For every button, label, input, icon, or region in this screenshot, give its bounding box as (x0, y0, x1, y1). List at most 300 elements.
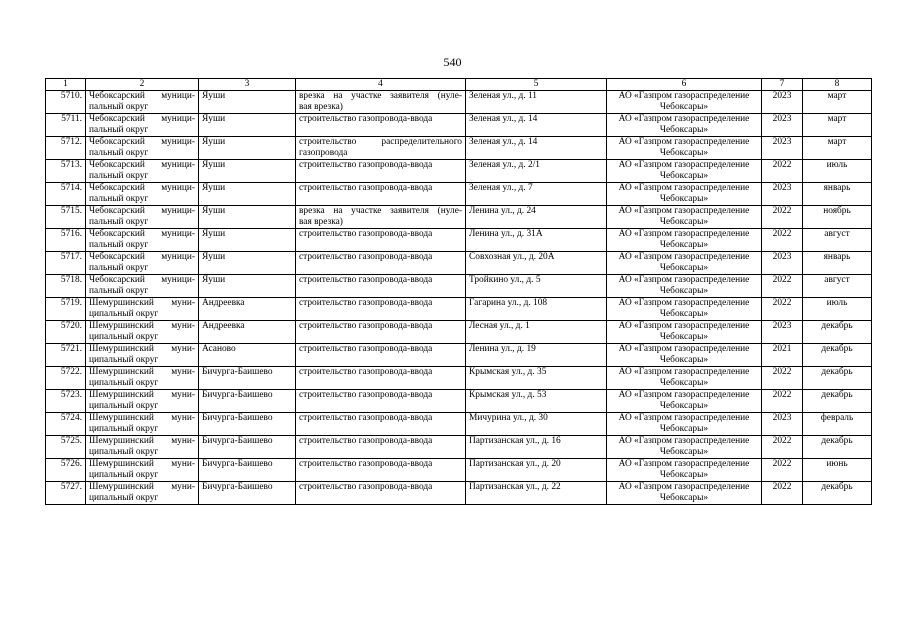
address-cell (466, 390, 607, 413)
operator-cell-line: АО «Газпром газораспределение (618, 114, 750, 124)
work-type-cell (296, 229, 466, 252)
district-cell (86, 229, 199, 252)
year-cell (762, 344, 803, 367)
district-cell-line: пальный округ (89, 148, 149, 158)
address-cell-text: Партизанская ул., д. 16 (469, 436, 561, 446)
row-number-cell-text: 5713. (60, 160, 82, 170)
year-cell-text: 2022 (772, 298, 792, 308)
operator-cell (607, 298, 762, 321)
work-type-cell (296, 160, 466, 183)
operator-cell-line: АО «Газпром газораспределение (618, 413, 750, 423)
district-cell (86, 321, 199, 344)
district-cell-line: Шемуршинский муни- (89, 459, 195, 469)
address-cell-text: Ленина ул., д. 19 (469, 344, 536, 354)
operator-cell-line: АО «Газпром газораспределение (618, 275, 750, 285)
operator-cell (607, 275, 762, 298)
district-cell-line: Чебоксарский муници- (89, 206, 195, 216)
row-number-cell-text: 5724. (60, 413, 82, 423)
address-cell (466, 298, 607, 321)
work-type-cell (296, 91, 466, 114)
row-number-cell (46, 183, 86, 206)
month-cell-text: декабрь (821, 321, 853, 331)
work-type-cell (296, 436, 466, 459)
address-cell-text: Ленина ул., д. 31А (469, 229, 543, 239)
settlement-cell-text: Бичурга-Баишево (202, 459, 273, 469)
operator-cell (607, 183, 762, 206)
row-number-cell-text: 5727. (60, 482, 82, 492)
year-cell-text: 2023 (772, 252, 792, 262)
work-type-cell (296, 413, 466, 436)
settlement-cell-text: Андреевка (202, 298, 245, 308)
address-cell-text: Крымская ул., д. 35 (469, 367, 547, 377)
year-cell (762, 206, 803, 229)
address-cell (466, 344, 607, 367)
settlement-cell-text: Андреевка (202, 321, 245, 331)
district-cell (86, 344, 199, 367)
work-type-cell (296, 298, 466, 321)
row-number-cell-text: 5712. (60, 137, 82, 147)
year-cell (762, 114, 803, 137)
settlement-cell-text: Яуши (202, 91, 226, 101)
district-cell-line: ципальный округ (89, 332, 159, 342)
row-number-cell (46, 344, 86, 367)
operator-cell-line: АО «Газпром газораспределение (618, 344, 750, 354)
operator-cell-line: Чебоксары» (659, 148, 709, 158)
operator-cell-line: АО «Газпром газораспределение (618, 482, 750, 492)
operator-cell (607, 390, 762, 413)
column-header: 3 (199, 79, 296, 91)
work-type-cell (296, 206, 466, 229)
settlement-cell (199, 390, 296, 413)
address-cell (466, 482, 607, 505)
row-number-cell (46, 229, 86, 252)
work-type-cell-line: врезка на участке заявителя (нуле- (299, 91, 462, 101)
month-cell (803, 321, 872, 344)
settlement-cell-text: Яуши (202, 160, 226, 170)
table-row (46, 252, 872, 275)
district-cell-line: Шемуршинский муни- (89, 367, 195, 377)
address-cell (466, 459, 607, 482)
operator-cell (607, 137, 762, 160)
row-number-cell-text: 5726. (60, 459, 82, 469)
work-type-cell-line: строительство газопровода-ввода (299, 344, 433, 354)
month-cell-text: март (827, 114, 847, 124)
work-type-cell-line: строительство газопровода-ввода (299, 436, 433, 446)
row-number-cell-text: 5722. (60, 367, 82, 377)
settlement-cell (199, 160, 296, 183)
year-cell-text: 2023 (772, 114, 792, 124)
operator-cell-line: Чебоксары» (659, 332, 709, 342)
row-number-cell (46, 459, 86, 482)
settlement-cell (199, 367, 296, 390)
month-cell (803, 436, 872, 459)
work-type-cell-line: строительство газопровода-ввода (299, 114, 433, 124)
district-cell-line: пальный округ (89, 240, 149, 250)
operator-cell-line: АО «Газпром газораспределение (618, 459, 750, 469)
row-number-cell-text: 5711. (61, 114, 82, 124)
work-type-cell-line: строительство газопровода-ввода (299, 183, 433, 193)
column-header: 7 (762, 79, 803, 91)
district-cell (86, 252, 199, 275)
district-cell-line: ципальный округ (89, 355, 159, 365)
address-cell-text: Гагарина ул., д. 108 (469, 298, 548, 308)
address-cell-text: Зеленая ул., д. 14 (469, 114, 538, 124)
district-cell-line: ципальный округ (89, 470, 159, 480)
year-cell (762, 413, 803, 436)
operator-cell (607, 252, 762, 275)
address-cell-text: Партизанская ул., д. 22 (469, 482, 561, 492)
operator-cell-line: Чебоксары» (659, 355, 709, 365)
address-cell (466, 367, 607, 390)
row-number-cell-text: 5718. (60, 275, 82, 285)
month-cell (803, 252, 872, 275)
row-number-cell (46, 298, 86, 321)
district-cell-line: Шемуршинский муни- (89, 390, 195, 400)
operator-cell (607, 321, 762, 344)
address-cell (466, 321, 607, 344)
work-type-cell (296, 367, 466, 390)
work-type-cell-line: строительство газопровода-ввода (299, 390, 433, 400)
operator-cell-line: АО «Газпром газораспределение (618, 160, 750, 170)
operator-cell-line: АО «Газпром газораспределение (618, 137, 750, 147)
column-header: 4 (296, 79, 466, 91)
operator-cell-line: Чебоксары» (659, 447, 709, 457)
row-number-cell-text: 5723. (60, 390, 82, 400)
district-cell (86, 206, 199, 229)
year-cell-text: 2022 (772, 275, 792, 285)
district-cell-line: пальный округ (89, 171, 149, 181)
operator-cell-line: Чебоксары» (659, 102, 709, 112)
address-cell (466, 206, 607, 229)
year-cell-text: 2022 (772, 367, 792, 377)
year-cell (762, 91, 803, 114)
year-cell-text: 2022 (772, 390, 792, 400)
month-cell (803, 413, 872, 436)
table-row (46, 344, 872, 367)
operator-cell-line: АО «Газпром газораспределение (618, 252, 750, 262)
table-row (46, 183, 872, 206)
work-type-cell-line: строительство газопровода-ввода (299, 275, 433, 285)
district-cell-line: Шемуршинский муни- (89, 344, 195, 354)
settlement-cell (199, 252, 296, 275)
operator-cell (607, 160, 762, 183)
row-number-cell-text: 5725. (60, 436, 82, 446)
address-cell (466, 275, 607, 298)
operator-cell-line: Чебоксары» (659, 194, 709, 204)
operator-cell-line: АО «Газпром газораспределение (618, 321, 750, 331)
address-cell (466, 183, 607, 206)
month-cell-text: июль (826, 160, 848, 170)
table-row (46, 482, 872, 505)
district-cell-line: пальный округ (89, 194, 149, 204)
operator-cell (607, 114, 762, 137)
operator-cell-line: АО «Газпром газораспределение (618, 91, 750, 101)
settlement-cell (199, 137, 296, 160)
operator-cell-line: Чебоксары» (659, 470, 709, 480)
table-row (46, 91, 872, 114)
table-row (46, 367, 872, 390)
year-cell (762, 137, 803, 160)
column-number-row (46, 79, 872, 91)
settlement-cell-text: Яуши (202, 252, 226, 262)
district-cell-line: Шемуршинский муни- (89, 298, 195, 308)
operator-cell (607, 206, 762, 229)
month-cell (803, 344, 872, 367)
work-type-cell (296, 137, 466, 160)
operator-cell-line: Чебоксары» (659, 309, 709, 319)
month-cell-text: ноябрь (823, 206, 851, 216)
settlement-cell-text: Асаново (202, 344, 236, 354)
operator-cell-line: АО «Газпром газораспределение (618, 390, 750, 400)
month-cell (803, 114, 872, 137)
row-number-cell (46, 436, 86, 459)
address-cell (466, 114, 607, 137)
month-cell-text: декабрь (821, 436, 853, 446)
month-cell-text: декабрь (821, 390, 853, 400)
address-cell (466, 137, 607, 160)
district-cell (86, 160, 199, 183)
district-cell-line: Чебоксарский муници- (89, 114, 195, 124)
settlement-cell (199, 344, 296, 367)
register-body (46, 91, 872, 505)
column-header: 2 (86, 79, 199, 91)
year-cell (762, 482, 803, 505)
month-cell-text: январь (823, 252, 851, 262)
month-cell (803, 390, 872, 413)
year-cell (762, 160, 803, 183)
table-row (46, 229, 872, 252)
settlement-cell (199, 436, 296, 459)
year-cell-text: 2022 (772, 436, 792, 446)
settlement-cell-text: Бичурга-Баишево (202, 482, 273, 492)
row-number-cell (46, 275, 86, 298)
work-type-cell-line: строительство распределительного (299, 137, 462, 147)
district-cell (86, 114, 199, 137)
address-cell-text: Лесная ул., д. 1 (469, 321, 530, 331)
operator-cell-line: АО «Газпром газораспределение (618, 206, 750, 216)
address-cell-text: Зеленая ул., д. 7 (469, 183, 533, 193)
month-cell (803, 160, 872, 183)
month-cell-text: июнь (826, 459, 848, 469)
operator-cell (607, 367, 762, 390)
operator-cell-line: Чебоксары» (659, 171, 709, 181)
month-cell (803, 482, 872, 505)
operator-cell-line: Чебоксары» (659, 401, 709, 411)
district-cell (86, 436, 199, 459)
work-type-cell (296, 252, 466, 275)
district-cell-line: ципальный округ (89, 424, 159, 434)
month-cell (803, 298, 872, 321)
address-cell (466, 160, 607, 183)
district-cell (86, 459, 199, 482)
year-cell-text: 2021 (772, 344, 792, 354)
address-cell-text: Партизанская ул., д. 20 (469, 459, 561, 469)
year-cell-text: 2023 (772, 183, 792, 193)
month-cell-text: декабрь (821, 344, 853, 354)
row-number-cell (46, 91, 86, 114)
column-header: 6 (607, 79, 762, 91)
address-cell (466, 436, 607, 459)
month-cell-text: июль (826, 298, 848, 308)
work-type-cell (296, 183, 466, 206)
operator-cell-line: Чебоксары» (659, 240, 709, 250)
month-cell-text: март (827, 137, 847, 147)
settlement-cell (199, 114, 296, 137)
year-cell (762, 367, 803, 390)
month-cell (803, 229, 872, 252)
settlement-cell (199, 275, 296, 298)
month-cell-text: март (827, 91, 847, 101)
table-row (46, 459, 872, 482)
operator-cell (607, 436, 762, 459)
year-cell-text: 2023 (772, 137, 792, 147)
work-type-cell (296, 275, 466, 298)
settlement-cell-text: Яуши (202, 229, 226, 239)
table-row (46, 160, 872, 183)
address-cell-text: Зеленая ул., д. 2/1 (469, 160, 540, 170)
column-header: 8 (803, 79, 872, 91)
district-cell-line: Чебоксарский муници- (89, 183, 195, 193)
operator-cell-line: Чебоксары» (659, 286, 709, 296)
district-cell (86, 413, 199, 436)
settlement-cell (199, 459, 296, 482)
month-cell-text: январь (823, 183, 851, 193)
settlement-cell-text: Бичурга-Баишево (202, 413, 273, 423)
work-type-cell-line: строительство газопровода-ввода (299, 459, 433, 469)
operator-cell (607, 482, 762, 505)
gasification-register-table (45, 78, 872, 505)
month-cell (803, 459, 872, 482)
work-type-cell-line: вая врезка) (299, 217, 343, 227)
operator-cell-line: Чебоксары» (659, 493, 709, 503)
year-cell-text: 2023 (772, 91, 792, 101)
operator-cell (607, 91, 762, 114)
district-cell-line: Шемуршинский муни- (89, 413, 195, 423)
district-cell-line: пальный округ (89, 102, 149, 112)
row-number-cell-text: 5714. (60, 183, 82, 193)
settlement-cell-text: Яуши (202, 206, 226, 216)
district-cell-line: Чебоксарский муници- (89, 137, 195, 147)
address-cell (466, 91, 607, 114)
settlement-cell (199, 229, 296, 252)
year-cell (762, 390, 803, 413)
row-number-cell (46, 206, 86, 229)
year-cell-text: 2023 (772, 413, 792, 423)
operator-cell (607, 413, 762, 436)
district-cell-line: ципальный округ (89, 401, 159, 411)
settlement-cell (199, 183, 296, 206)
year-cell (762, 252, 803, 275)
district-cell-line: ципальный округ (89, 447, 159, 457)
operator-cell (607, 229, 762, 252)
table-row (46, 114, 872, 137)
district-cell-line: Шемуршинский муни- (89, 436, 195, 446)
row-number-cell (46, 413, 86, 436)
district-cell (86, 137, 199, 160)
month-cell (803, 183, 872, 206)
operator-cell-line: Чебоксары» (659, 263, 709, 273)
table-row (46, 321, 872, 344)
settlement-cell-text: Яуши (202, 114, 226, 124)
month-cell-text: декабрь (821, 482, 853, 492)
column-header: 5 (466, 79, 607, 91)
district-cell-line: Чебоксарский муници- (89, 275, 195, 285)
row-number-cell-text: 5716. (60, 229, 82, 239)
year-cell-text: 2022 (772, 229, 792, 239)
column-header: 1 (46, 79, 86, 91)
address-cell-text: Крымская ул., д. 53 (469, 390, 547, 400)
address-cell-text: Зеленая ул., д. 14 (469, 137, 538, 147)
settlement-cell-text: Яуши (202, 275, 226, 285)
settlement-cell-text: Яуши (202, 183, 226, 193)
work-type-cell-line: строительство газопровода-ввода (299, 413, 433, 423)
district-cell (86, 482, 199, 505)
work-type-cell-line: вая врезка) (299, 102, 343, 112)
district-cell (86, 275, 199, 298)
row-number-cell-text: 5717. (60, 252, 82, 262)
row-number-cell (46, 390, 86, 413)
work-type-cell (296, 482, 466, 505)
work-type-cell (296, 114, 466, 137)
page-number: 540 (443, 55, 462, 69)
row-number-cell (46, 482, 86, 505)
table-row (46, 390, 872, 413)
operator-cell (607, 459, 762, 482)
settlement-cell-text: Бичурга-Баишево (202, 390, 273, 400)
district-cell-line: пальный округ (89, 286, 149, 296)
operator-cell-line: Чебоксары» (659, 125, 709, 135)
year-cell (762, 229, 803, 252)
table-row (46, 206, 872, 229)
month-cell-text: декабрь (821, 367, 853, 377)
work-type-cell (296, 459, 466, 482)
work-type-cell-line: строительство газопровода-ввода (299, 160, 433, 170)
district-cell-line: Шемуршинский муни- (89, 321, 195, 331)
year-cell (762, 321, 803, 344)
year-cell-text: 2022 (772, 206, 792, 216)
row-number-cell (46, 137, 86, 160)
operator-cell-line: АО «Газпром газораспределение (618, 367, 750, 377)
work-type-cell-line: строительство газопровода-ввода (299, 229, 433, 239)
operator-cell-line: АО «Газпром газораспределение (618, 183, 750, 193)
address-cell (466, 229, 607, 252)
month-cell (803, 206, 872, 229)
operator-cell (607, 344, 762, 367)
district-cell-line: Чебоксарский муници- (89, 252, 195, 262)
row-number-cell (46, 160, 86, 183)
district-cell (86, 91, 199, 114)
address-cell (466, 252, 607, 275)
month-cell (803, 275, 872, 298)
district-cell-line: пальный округ (89, 263, 149, 273)
year-cell (762, 298, 803, 321)
month-cell-text: август (824, 275, 850, 285)
row-number-cell-text: 5715. (60, 206, 82, 216)
work-type-cell-line: строительство газопровода-ввода (299, 367, 433, 377)
year-cell-text: 2022 (772, 482, 792, 492)
district-cell-line: пальный округ (89, 125, 149, 135)
settlement-cell-text: Яуши (202, 137, 226, 147)
settlement-cell (199, 482, 296, 505)
settlement-cell (199, 321, 296, 344)
settlement-cell-text: Бичурга-Баишево (202, 367, 273, 377)
operator-cell-line: Чебоксары» (659, 424, 709, 434)
table-row (46, 275, 872, 298)
address-cell-text: Ленина ул., д. 24 (469, 206, 536, 216)
table-row (46, 137, 872, 160)
district-cell-line: Чебоксарский муници- (89, 229, 195, 239)
address-cell-text: Совхозная ул., д. 20А (469, 252, 555, 262)
